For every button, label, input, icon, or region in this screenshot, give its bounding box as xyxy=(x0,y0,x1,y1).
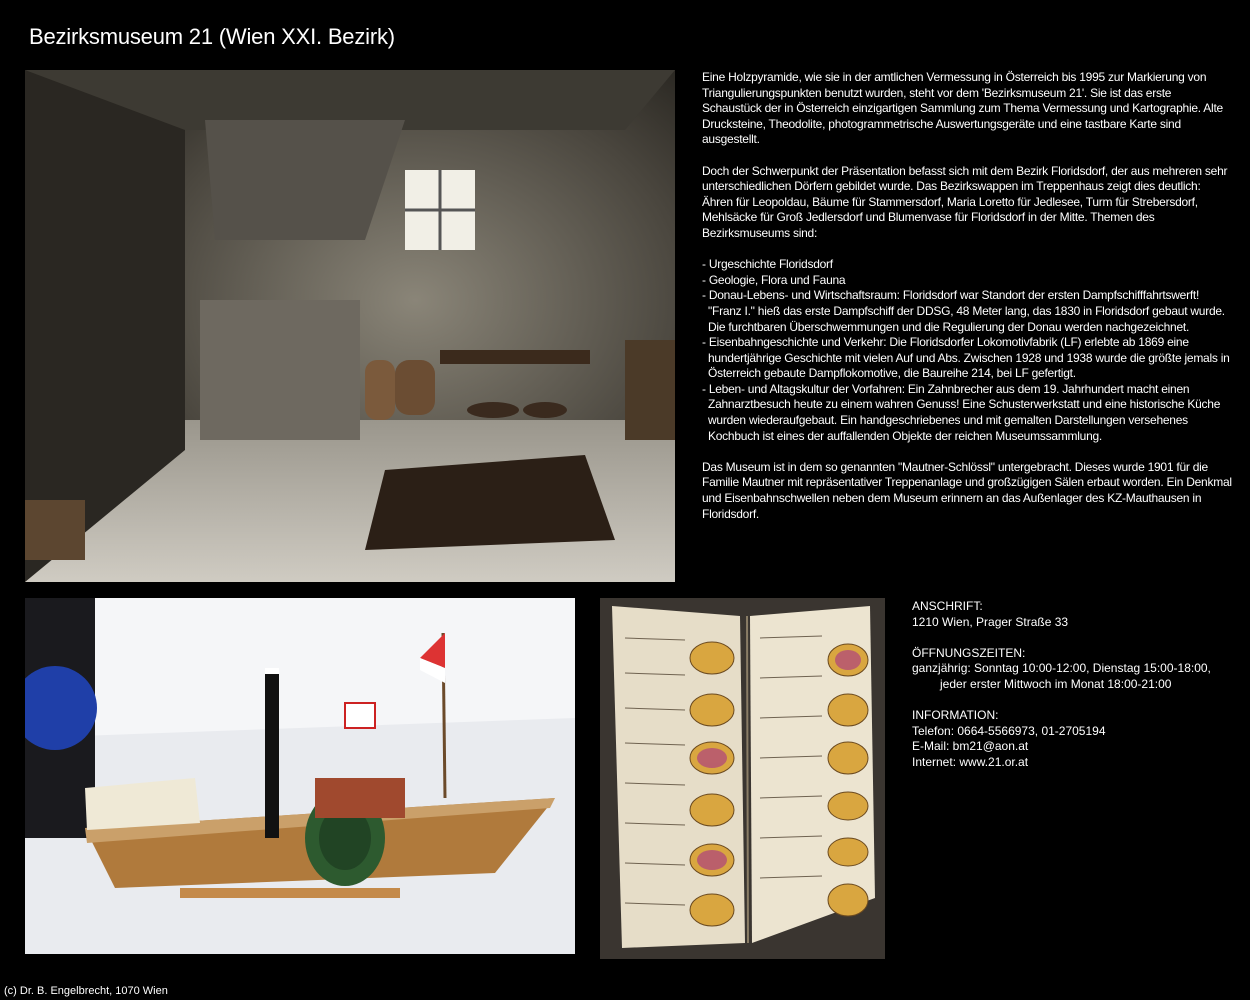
visitor-info xyxy=(912,599,1232,786)
topic-item: - Geologie, Flora und Fauna xyxy=(702,272,846,287)
email[interactable]: E-Mail: bm21@aon.at xyxy=(912,739,1029,754)
address: 1210 Wien, Prager Straße 33 xyxy=(912,614,1069,629)
description-paragraph: Das Museum ist in dem so genannten "Mautner-Schlössl" untergebracht. Dieses wurde 1901 für die Familie Mautner mit repräsentativer Treppenanlage und großzügigen Sälen erbaut worden. Ein Denkmal und Eisenbahnschwellen neben dem Museum erinnern an das Außenlager des KZ-Mauthausen in Floridsdorf. xyxy=(702,459,1232,521)
hours-label: ÖFFNUNGSZEITEN: xyxy=(912,645,1026,660)
copyright-footer: (c) Dr. B. Engelbrecht, 1070 Wien xyxy=(4,985,168,997)
cookbook-photo xyxy=(600,598,885,959)
description-paragraph: Eine Holzpyramide, wie sie in der amtlichen Vermessung in Österreich bis 1995 zur Markierung von Triangulierungspunkten benutzt wurden, steht vor dem 'Bezirksmuseum 21'. Sie ist das erste Schaustück der in Österreich einzigartigen Sammlung zum Thema Vermessung und Kartographie. Alte Drucksteine, Theodolite, photogrammetrische Auswertungsgeräte und eine tastbare Karte sind ausgestellt. xyxy=(702,70,1223,147)
hours-line: ganzjährig: Sonntag 10:00-12:00, Dienstag 15:00-18:00, xyxy=(912,661,1211,676)
topic-item: - Urgeschichte Floridsdorf xyxy=(702,257,833,272)
contact-label: INFORMATION: xyxy=(912,708,999,723)
phone: Telefon: 0664-5566973, 01-2705194 xyxy=(912,723,1106,738)
museum-description xyxy=(702,70,1232,538)
topic-item: - Leben- und Altagskultur der Vorfahren: Ein Zahnbrecher aus dem 19. Jahrhundert macht einen Zahnarztbesuch heute zu einem wahren Genuss! Eine Schusterwerkstatt und eine historische Küche wurden wiederaufgebaut. Ein handgeschriebenes und mit gemalten Darstellungen versehenes Kochbuch ist eines der auffallenden Objekte der reichen Museumssammlung. xyxy=(702,381,1221,443)
ship-model-photo xyxy=(25,598,575,954)
page-title: Bezirksmuseum 21 (Wien XXI. Bezirk) xyxy=(29,24,395,49)
topics-list xyxy=(702,257,1232,444)
topic-item: - Eisenbahngeschichte und Verkehr: Die Floridsdorfer Lokomotivfabrik (LF) erlebte ab 1869 eine hundertjährige Geschichte mit vielen Auf und Abs. Zwischen 1928 und 1938 wurde die größte jemals in Österreich gebaute Dampflokomotive, die Baureihe 214, bei LF gefertigt. xyxy=(702,335,1230,381)
website[interactable]: Internet: www.21.or.at xyxy=(912,754,1029,769)
topic-item: - Donau-Lebens- und Wirtschaftsraum: Floridsdorf war Standort der ersten Dampfschifffahrtswerft! "Franz I." hieß das erste Dampfschiff der DDSG, 48 Meter lang, das 1830 in Floridsdorf gebaut wurde. Die furchtbaren Überschwemmungen und die Regulierung der Donau werden nachgezeichnet. xyxy=(702,288,1225,334)
kitchen-photo xyxy=(25,70,675,582)
address-label: ANSCHRIFT: xyxy=(912,599,983,613)
description-paragraph: Doch der Schwerpunkt der Präsentation befasst sich mit dem Bezirk Floridsdorf, der aus mehreren sehr unterschiedlichen Dörfern gebildet wurde. Das Bezirkswappen im Treppenhaus zeigt dies deutlich: Ähren für Leopoldau, Bäume für Stammersdorf, Maria Loretto für Jedlesee, Turm für Strebersdorf, Mehlsäcke für Groß Jedlersdorf und Blumenvase für Floridsdorf in der Mitte. Themen des Bezirksmuseums sind: xyxy=(702,163,1228,240)
hours-line: jeder erster Mittwoch im Monat 18:00-21:00 xyxy=(940,676,1172,691)
